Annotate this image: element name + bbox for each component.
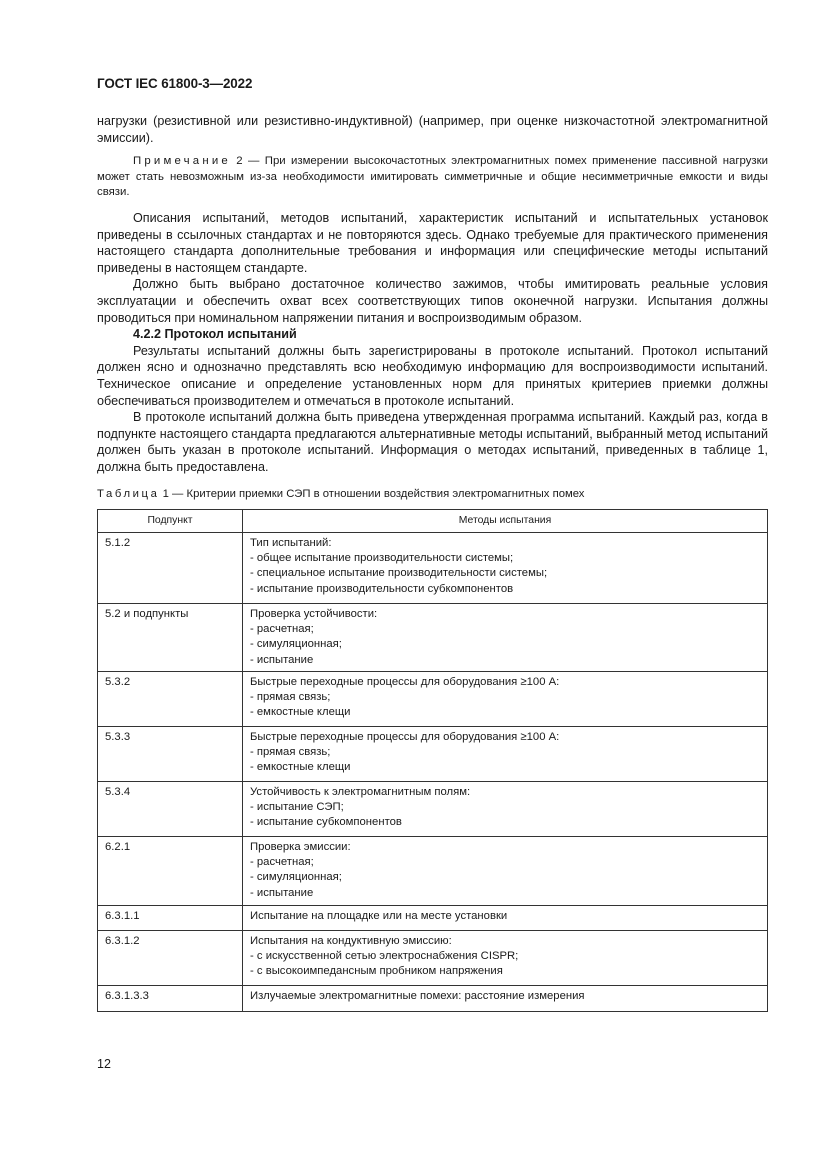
methods-list-item: - испытание	[250, 886, 314, 899]
standard-header: ГОСТ IEC 61800-3—2022	[97, 76, 253, 91]
methods-cell	[243, 604, 768, 672]
methods-list-item: - прямая связь;	[250, 746, 331, 759]
table-row	[98, 604, 768, 672]
methods-title: Тип испытаний:	[250, 537, 332, 549]
methods-cell	[243, 533, 768, 604]
table-row	[98, 986, 768, 1012]
methods-cell	[243, 986, 768, 1012]
table-row	[98, 533, 768, 604]
methods-title: Проверка устойчивости:	[250, 608, 378, 620]
paragraph-terminals: Должно быть выбрано достаточное количество зажимов, чтобы имитировать реальные условия эксплуатации и обеспечить охват всех соответствующих типов оконечной нагрузки. Испытания должны проводиться при номинальном напряжении питания и воспроизводимым образом.	[97, 277, 768, 325]
methods-cell	[243, 931, 768, 986]
header-clause: Подпункт	[98, 510, 243, 533]
methods-list-item: - расчетная;	[250, 623, 314, 636]
note-paragraph	[97, 154, 768, 201]
clause-cell: 5.1.2	[98, 533, 243, 604]
page-number: 12	[97, 1057, 111, 1071]
methods-title: Быстрые переходные процессы для оборудования ≥100 А:	[250, 731, 560, 743]
methods-list-item: - емкостные клещи	[250, 761, 351, 774]
clause-cell: 6.3.1.1	[98, 906, 243, 931]
clause-cell: 6.3.1.3.3	[98, 986, 243, 1012]
methods-cell	[243, 727, 768, 782]
clause-cell: 5.2 и подпункты	[98, 604, 243, 672]
table-header-row	[98, 510, 768, 533]
methods-list-item: - симуляционная;	[250, 871, 342, 884]
note-label: Примечание	[133, 155, 231, 168]
methods-list-item: - симуляционная;	[250, 638, 342, 651]
table-row	[98, 727, 768, 782]
clause-cell: 5.3.2	[98, 672, 243, 727]
methods-cell	[243, 672, 768, 727]
methods-list-item: - испытание субкомпонентов	[250, 816, 402, 829]
body-text-block	[97, 113, 768, 475]
continuation-paragraph: нагрузки (резистивной или резистивно-индуктивной) (например, при оценке низкочастотной электромагнитной эмиссии).	[97, 114, 768, 145]
table-row	[98, 672, 768, 727]
criteria-table	[97, 509, 768, 1012]
table-caption	[97, 488, 584, 500]
methods-title: Устойчивость к электромагнитным полям:	[250, 786, 471, 798]
methods-list-item: - расчетная;	[250, 856, 314, 869]
methods-list-item: - с искусственной сетью электроснабжения CISPR;	[250, 950, 519, 963]
clause-cell: 6.2.1	[98, 837, 243, 906]
note-text: 2 — При измерении высокочастотных электромагнитных помех применение пассивной нагрузки может стать невозможным из-за необходимости имитировать симметричные и общие несимметричные емкости и виды связи.	[97, 155, 768, 199]
clause-cell: 5.3.3	[98, 727, 243, 782]
table-caption-text: 1 — Критерии приемки СЭП в отношении воздействия электромагнитных помех	[159, 488, 585, 500]
section-heading-4-2-2: 4.2.2 Протокол испытаний	[133, 327, 297, 342]
methods-title: Испытания на кондуктивную эмиссию:	[250, 935, 452, 947]
methods-list-item: - испытание	[250, 653, 314, 666]
table-caption-label: Таблица	[97, 488, 160, 500]
methods-title: Быстрые переходные процессы для оборудования ≥100 А:	[250, 676, 560, 688]
methods-list-item: - испытание производительности субкомпонентов	[250, 582, 514, 595]
methods-cell	[243, 782, 768, 837]
methods-title: Испытание на площадке или на месте установки	[250, 910, 508, 922]
paragraph-test-program: В протоколе испытаний должна быть приведена утвержденная программа испытаний. Каждый раз, когда в подпункте настоящего стандарта предлагаются альтернативные методы испытаний, выбранный метод испытаний должен быть указан в протоколе испытаний. Информация о методах испытаний, приведенных в таблице 1, должна быть предоставлена.	[97, 410, 768, 474]
methods-cell	[243, 906, 768, 931]
methods-list-item: - испытание СЭП;	[250, 801, 344, 814]
methods-title: Излучаемые электромагнитные помехи: расстояние измерения	[250, 990, 585, 1002]
paragraph-test-descriptions: Описания испытаний, методов испытаний, характеристик испытаний и испытательных установок приведены в ссылочных стандартах и не повторяются здесь. Однако требуемые для практического применения настоящего стандарта дополнительные требования и информация или специфические методы испытаний приведены в настоящем стандарте.	[97, 210, 768, 275]
methods-list-item: - общее испытание производительности системы;	[250, 552, 514, 565]
methods-cell	[243, 837, 768, 906]
methods-list-item: - емкостные клещи	[250, 706, 351, 719]
table-row	[98, 782, 768, 837]
clause-cell: 5.3.4	[98, 782, 243, 837]
methods-list-item: - прямая связь;	[250, 691, 331, 704]
methods-list-item: - специальное испытание производительности системы;	[250, 567, 548, 580]
table-row	[98, 837, 768, 906]
methods-list-item: - с высокоимпедансным пробником напряжения	[250, 965, 503, 978]
methods-title: Проверка эмиссии:	[250, 841, 351, 853]
table-row	[98, 906, 768, 931]
paragraph-test-report: Результаты испытаний должны быть зарегистрированы в протоколе испытаний. Протокол испытаний должен ясно и однозначно представлять всю необходимую информацию для воспроизводимости испытаний. Техническое описание и определение установленных норм для принятых критериев приемки должны обеспечиваться производителем и отмечаться в протоколе испытаний.	[97, 343, 768, 408]
table-row	[98, 931, 768, 986]
header-methods: Методы испытания	[243, 510, 768, 533]
clause-cell: 6.3.1.2	[98, 931, 243, 986]
